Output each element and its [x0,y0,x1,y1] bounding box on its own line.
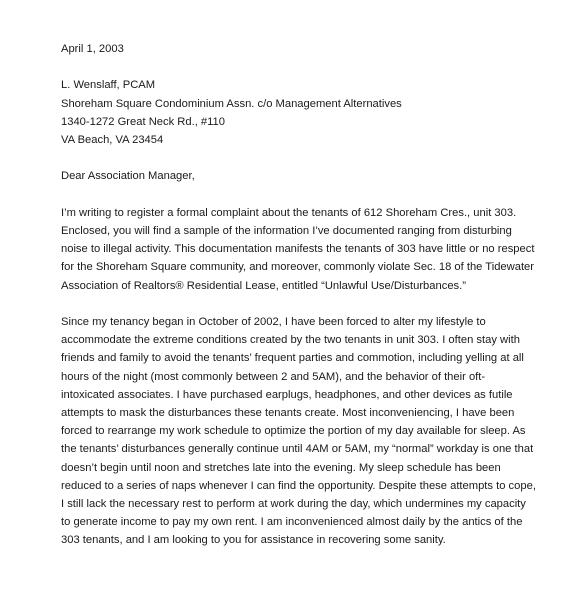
recipient-street: 1340-1272 Great Neck Rd., #110 [61,115,225,128]
salutation: Dear Association Manager, [61,170,195,183]
paragraph-line: intoxicated associates. I have purchased earplugs, headphones, and other devices as futile [61,388,513,401]
paragraph-line: reduced to a series of naps whenever I can find the opportunity. Despite these attempts to cope, [61,479,536,492]
paragraph-line: hours of the night (most commonly between 2 and 5AM), and the behavior of their oft- [61,370,486,383]
spacer [61,186,531,204]
spacer [61,58,531,76]
paragraph-line: forced to rearrange my work schedule to optimize the portion of my day available for sleep. As [61,425,526,438]
paragraph-line: attempts to mask the disturbances these tenants create. Most inconveniencing, I have been [61,407,515,419]
paragraph-line: I still lack the necessary rest to perform at work during the day, which undermines my capacity [61,498,526,511]
spacer [61,149,531,167]
paragraph-line: I’m writing to register a formal complaint about the tenants of 612 Shoreham Cres., unit 303. [61,206,517,219]
paragraph-line: noise to illegal activity. This documentation manifests the tenants of 303 have little or no respect [61,243,535,256]
paragraph-line: Association of Realtors® Residential Lease, entitled “Unlawful Use/Disturbances.” [61,279,466,292]
paragraph-1 [61,204,535,295]
spacer [61,295,531,313]
letter-date: April 1, 2003 [61,43,124,55]
paragraph-line: the tenants’ disturbances generally continue until 4AM or 5AM, my “normal” workday is one that [61,443,534,456]
paragraph-line: doesn’t begin until noon and stretches late into the evening. My sleep schedule has been [61,461,501,474]
recipient-city: VA Beach, VA 23454 [61,134,164,146]
paragraph-line: for the Shoreham Square community, and moreover, commonly violate Sec. 18 of the Tidewater [61,261,535,274]
paragraph-2 [61,313,536,550]
paragraph-line: friends and family to avoid the tenants’ frequent parties and commotion, including yelling at all [61,352,524,365]
paragraph-line: Enclosed, you will find a sample of the information I’ve documented ranging from disturbing [61,224,512,237]
paragraph-line: accommodate the extreme conditions created by the two tenants in unit 303. I often stay with [61,334,520,347]
paragraph-line: to generate income to pay my own rent. I am inconvenienced almost daily by the antics of the [61,516,523,529]
recipient-organization: Shoreham Square Condominium Assn. c/o Management Alternatives [61,97,402,110]
paragraph-line: Since my tenancy began in October of 2002, I have been forced to alter my lifestyle to [61,315,486,328]
letter-body [61,40,536,550]
recipient-name: L. Wenslaff, PCAM [61,79,156,92]
paragraph-line: 303 tenants, and I am looking to you for assistance in recovering some sanity. [61,534,446,547]
recipient-address [61,76,531,149]
